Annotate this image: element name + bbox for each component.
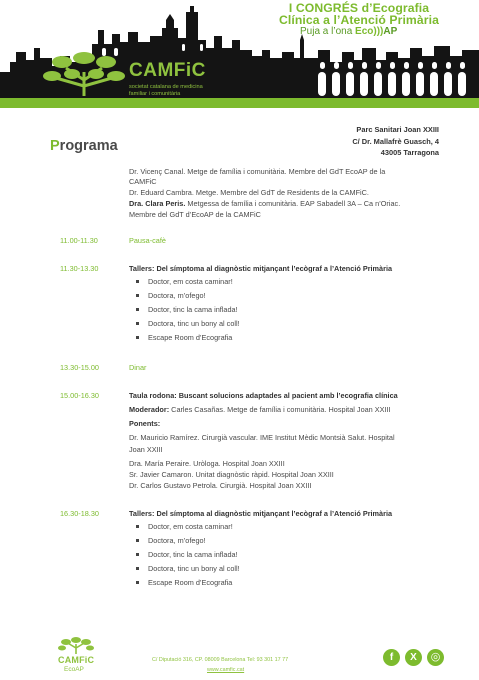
workshops1-list: [136, 275, 240, 345]
bullet-icon: [136, 553, 139, 556]
title-roundtable: Taula rodona: Buscant solucions adaptades al pacient amb l’ecografia clínica: [129, 391, 398, 400]
slogan-eco: Eco: [355, 26, 374, 37]
moderator-text: Carles Casañas. Metge de família i comunitària. Hospital Joan XXIII: [171, 405, 391, 414]
speaker-line-2: Joan XXIII: [129, 445, 163, 454]
list-item-text: Doctor, em costa caminar!: [148, 522, 233, 531]
list-item-text: Escape Room d’Ecografia: [148, 578, 233, 587]
bullet-icon: [136, 308, 139, 311]
list-item: [136, 534, 240, 548]
time-lunch: 13.30-15.00: [60, 363, 99, 372]
bullet-icon: [136, 567, 139, 570]
bullet-icon: [136, 336, 139, 339]
bullet-icon: [136, 539, 139, 542]
title-break1: Pausa-cafè: [129, 236, 166, 245]
venue-city: 43005 Tarragona: [380, 148, 439, 157]
venue-name: Parc Sanitari Joan XXIII: [356, 125, 439, 134]
list-item-text: Doctor, tinc la cama inflada!: [148, 550, 238, 559]
bullet-icon: [136, 294, 139, 297]
roundtable-moderator: [129, 405, 391, 415]
list-item: [136, 331, 240, 345]
list-item-text: Doctora, tinc un bony al coll!: [148, 319, 240, 328]
list-item: [136, 520, 240, 534]
list-item-text: Doctor, em costa caminar!: [148, 277, 233, 286]
camfic-logo-name: CAMFiC: [129, 60, 206, 81]
congress-title: [244, 2, 474, 26]
page-title-rest: rograma: [59, 138, 118, 154]
intro-line-4: [129, 199, 400, 209]
bullet-icon: [136, 581, 139, 584]
list-item-text: Doctor, tinc la cama inflada!: [148, 305, 238, 314]
list-item: [136, 289, 240, 303]
list-item: [136, 317, 240, 331]
time-break1: 11.00-11.30: [60, 236, 98, 245]
list-item: [136, 275, 240, 289]
facebook-icon[interactable]: f: [383, 649, 400, 666]
title-workshops2: Tallers: Del símptoma al diagnòstic mitjançant l’ecògraf a l’Atenció Primària: [129, 509, 393, 518]
congress-title-line1: I CONGRÉS d’Ecografia: [288, 1, 430, 15]
slogan-ap: AP: [383, 26, 398, 37]
slogan-prefix: Puja a l’ona: [300, 26, 353, 37]
list-item-text: Doctora, m’ofego!: [148, 536, 206, 545]
speaker-line-4: Sr. Javier Camaron. Unitat diagnòstic ràpid. Hospital Joan XXIII: [129, 470, 334, 479]
camfic-tree-logo: [42, 50, 126, 98]
venue-street: C/ Dr. Mallafrè Guasch, 4: [352, 136, 439, 146]
list-item: [136, 562, 240, 576]
intro-line-2: CAMFiC: [129, 177, 157, 186]
time-workshops1: 11.30-13.30: [60, 264, 99, 273]
list-item-text: Doctora, m’ofego!: [148, 291, 206, 300]
slogan: [300, 26, 397, 37]
intro-line-4-text: Metgessa de família i comunitària. EAP Sabadell 3A – Ca n’Oriac.: [187, 199, 401, 208]
time-workshops2: 16.30-18.30: [60, 509, 99, 518]
intro-line-5: Membre del GdT d’EcoAP de la CAMFiC: [129, 210, 261, 219]
page-title-initial: P: [50, 138, 60, 154]
bullet-icon: [136, 525, 139, 528]
instagram-icon[interactable]: ◎: [427, 649, 444, 666]
speaker-line-1: Dr. Mauricio Ramírez. Cirurgià vascular. IME Institut Mèdic Montsià Salut. Hospital: [129, 433, 395, 442]
list-item-text: Doctora, tinc un bony al coll!: [148, 564, 240, 573]
intro-line-3: Dr. Eduard Cambra. Metge. Membre del GdT de Residents de la CAMFiC.: [129, 188, 369, 197]
slogan-waves: ))): [373, 26, 384, 37]
moderator-label: Moderador:: [129, 405, 170, 414]
list-item: [136, 576, 240, 590]
footer-logo-eco: EcoAP: [64, 666, 84, 673]
camfic-logo-subtitle: [129, 84, 249, 98]
time-roundtable: 15.00-16.30: [60, 391, 99, 400]
logo-sub-line2: familiar i comunitària: [129, 91, 181, 97]
x-icon[interactable]: X: [405, 649, 422, 666]
intro-bold-name: Dra. Clara Peris.: [129, 199, 186, 208]
title-lunch: Dinar: [129, 363, 147, 372]
speaker-line-5: Dr. Carlos Gustavo Petrola. Cirurgià. Hospital Joan XXIII: [129, 481, 312, 490]
congress-title-line2: Clínica a l’Atenció Primària: [279, 13, 439, 27]
footer-logo-name: CAMFiC: [58, 655, 95, 665]
title-workshops1: Tallers: Del símptoma al diagnòstic mitjançant l’ecògraf a l’Atenció Primària: [129, 264, 393, 273]
list-item-text: Escape Room d’Ecografia: [148, 333, 233, 342]
footer-address: C/ Diputació 316, CP. 08009 Barcelona Tel: 93 301 17 77: [152, 657, 289, 663]
header-banner: [0, 0, 479, 108]
bullet-icon: [136, 280, 139, 283]
logo-sub-line1: societat catalana de medicina: [129, 84, 203, 90]
page-title: [50, 138, 118, 154]
workshops2-list: [136, 520, 240, 590]
speaker-line-3: Dra. María Peraire. Uròloga. Hospital Joan XXIII: [129, 459, 285, 468]
venue-address: [352, 124, 439, 159]
bullet-icon: [136, 322, 139, 325]
list-item: [136, 548, 240, 562]
speakers-label: Ponents:: [129, 419, 161, 428]
list-item: [136, 303, 240, 317]
intro-line-1: Dr. Vicenç Canal. Metge de família i comunitària. Membre del GdT EcoAP de la: [129, 167, 386, 176]
footer-web-link[interactable]: www.camfic.cat: [207, 667, 245, 673]
